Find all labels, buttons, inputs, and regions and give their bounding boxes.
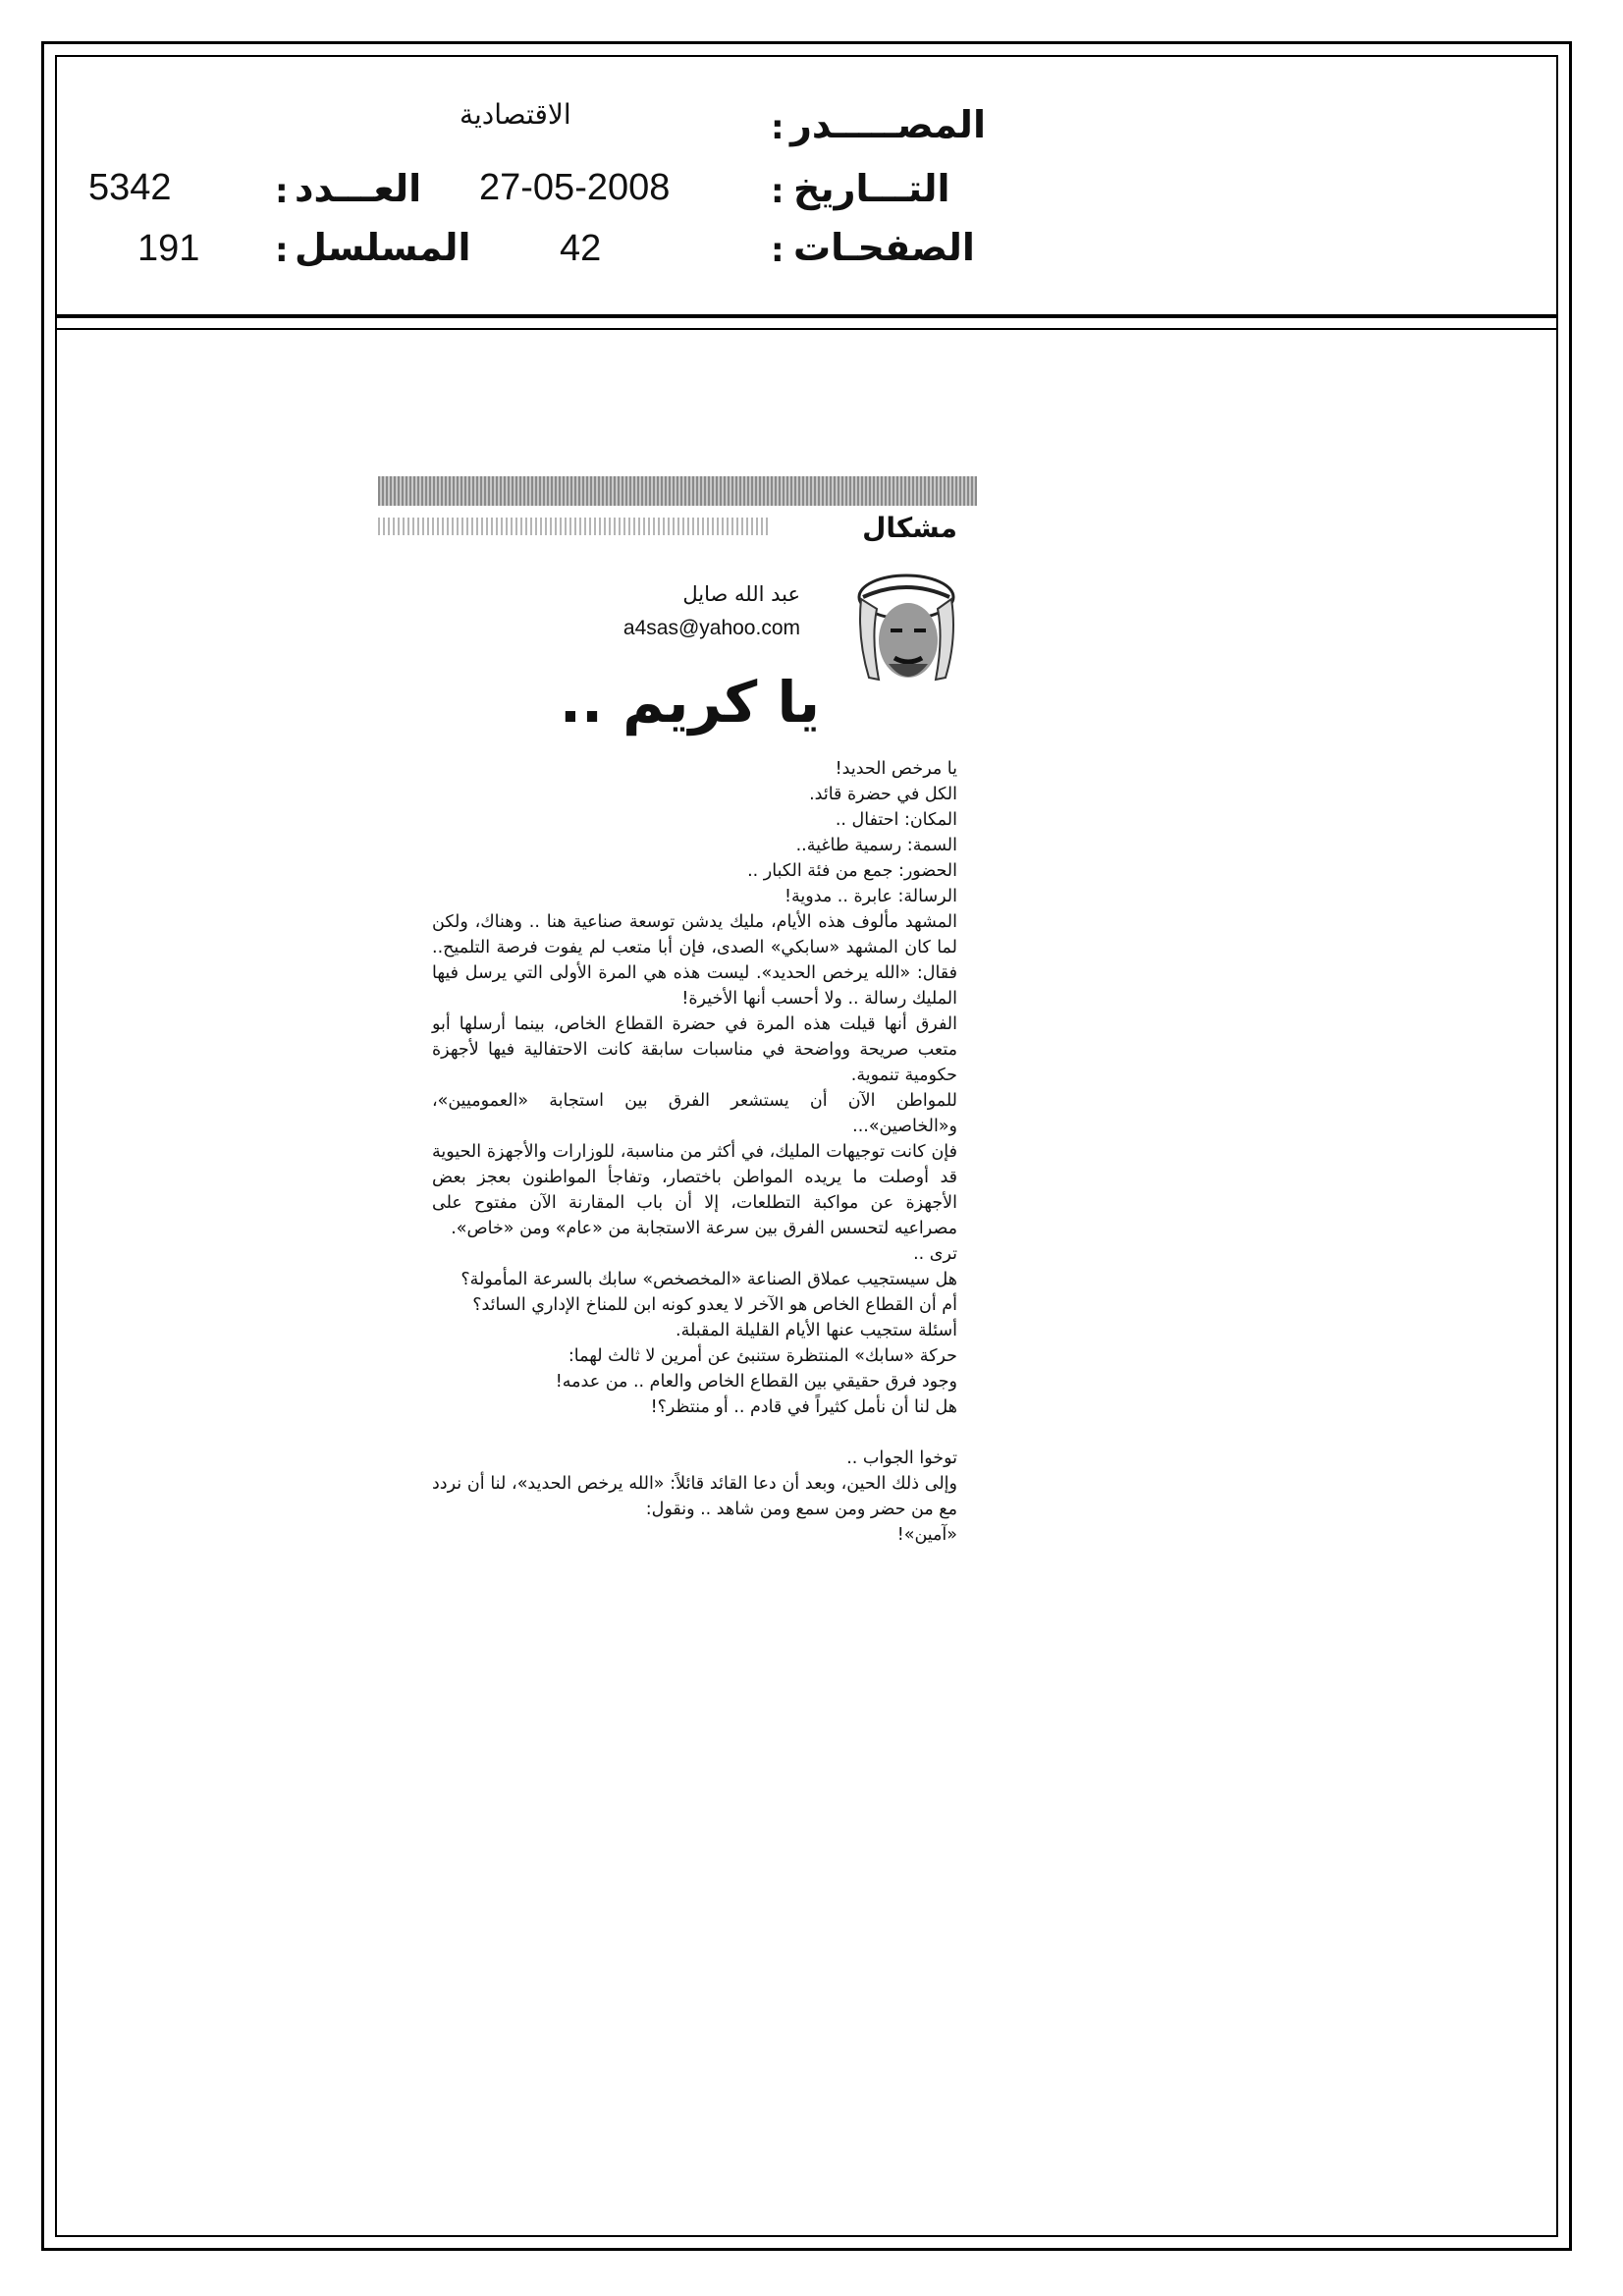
column-header-band [378, 476, 977, 506]
issue-label: العـــدد [295, 167, 422, 210]
article-paragraph: يا مرخص الحديد! [835, 759, 957, 779]
section-title: مشكال [862, 512, 957, 544]
paragraph-spacer [432, 1420, 957, 1446]
article-paragraph: الكل في حضرة قائد. [809, 785, 957, 804]
source-value: الاقتصادية [460, 98, 571, 131]
article-paragraph: وإلى ذلك الحين، وبعد أن دعا القائد قائلاً: «الله يرخص الحديد»، لنا أن نردد مع من حضر ومن سمع ومن شاهد .. ونقول: [432, 1474, 957, 1519]
article-paragraph: هل لنا أن نأمل كثيراً في قادم .. أو منتظر؟! [650, 1397, 957, 1417]
date-label: التـــاريخ [793, 167, 950, 210]
article-paragraph: المشهد مألوف هذه الأيام، مليك يدشن توسعة صناعية هنا .. وهناك، ولكن لما كان المشهد «سابكي» الصدى، فإن أبا متعب لم يفوت فرصة التلميح.. فقال: «الله يرخص الحديد». ليست هذه هي المرة الأولى التي يرسل فيها المليك رسالة .. ولا أحسب أنها الأخيرة! [432, 912, 957, 1009]
serial-label: المسلسل [295, 226, 471, 269]
article-body [432, 756, 957, 1548]
article-paragraph: الحضور: جمع من فئة الكبار .. [747, 861, 957, 881]
date-value: 27-05-2008 [479, 167, 671, 208]
serial-value: 191 [137, 228, 200, 269]
author-name: عبد الله صايل [682, 582, 800, 606]
issue-value: 5342 [88, 167, 172, 208]
article-paragraph: «آمين»! [896, 1525, 957, 1545]
source-label: المصـــــدر [790, 103, 986, 146]
article-paragraph: ترى .. [913, 1244, 957, 1264]
article-paragraph: فإن كانت توجيهات المليك، في أكثر من مناسبة، للوزارات والأجهزة الحيوية قد أوصلت ما يريده المواطن باختصار، وتفاجأ المواطنون بعجز بعض الأجهزة عن مواكبة التطلعات، إلا أن باب المقارنة الآن مفتوح على مصراعيه لتحسس الفرق بين سرعة الاستجابة من «عام» ومن «خاص». [432, 1142, 957, 1238]
header-divider-thin [55, 328, 1558, 330]
header-divider [55, 314, 1558, 318]
dotted-rule [378, 518, 771, 535]
article-paragraph: الفرق أنها قيلت هذه المرة في حضرة القطاع الخاص، بينما أرسلها أبو متعب صريحة وواضحة في مناسبات سابقة كانت الاحتفالية فيها لأجهزة حكومية تنموية. [432, 1014, 957, 1085]
article-paragraph: أم أن القطاع الخاص هو الآخر لا يعدو كونه ابن للمناخ الإداري السائد؟ [472, 1295, 957, 1315]
article-paragraph: حركة «سابك» المنتظرة ستنبئ عن أمرين لا ثالث لهما: [568, 1346, 957, 1366]
issue-colon: : [275, 172, 289, 211]
newspaper-clipping [378, 476, 977, 1969]
pages-label: الصفحـات [793, 226, 975, 269]
serial-colon: : [275, 231, 289, 270]
pages-colon: : [771, 231, 784, 270]
date-colon: : [771, 172, 784, 211]
article-paragraph: هل سيستجيب عملاق الصناعة «المخصخص» سابك بالسرعة المأمولة؟ [460, 1270, 957, 1289]
pages-value: 42 [560, 228, 602, 269]
article-paragraph: الرسالة: عابرة .. مدوية! [784, 887, 957, 906]
article-paragraph: أسئلة ستجيب عنها الأيام القليلة المقبلة. [676, 1321, 957, 1340]
article-paragraph: توخوا الجواب .. [846, 1449, 957, 1468]
author-email: a4sas@yahoo.com [622, 617, 800, 639]
source-colon: : [771, 108, 784, 147]
author-photo [849, 570, 962, 692]
article-headline: يا كريم .. [559, 669, 820, 736]
article-paragraph: السمة: رسمية طاغية.. [795, 836, 957, 855]
article-paragraph: للمواطن الآن أن يستشعر الفرق بين استجابة «العموميين»، و«الخاصين»... [432, 1091, 957, 1136]
article-paragraph: وجود فرق حقيقي بين القطاع الخاص والعام .. من عدمه! [555, 1372, 957, 1392]
article-paragraph: المكان: احتفال .. [835, 810, 957, 830]
